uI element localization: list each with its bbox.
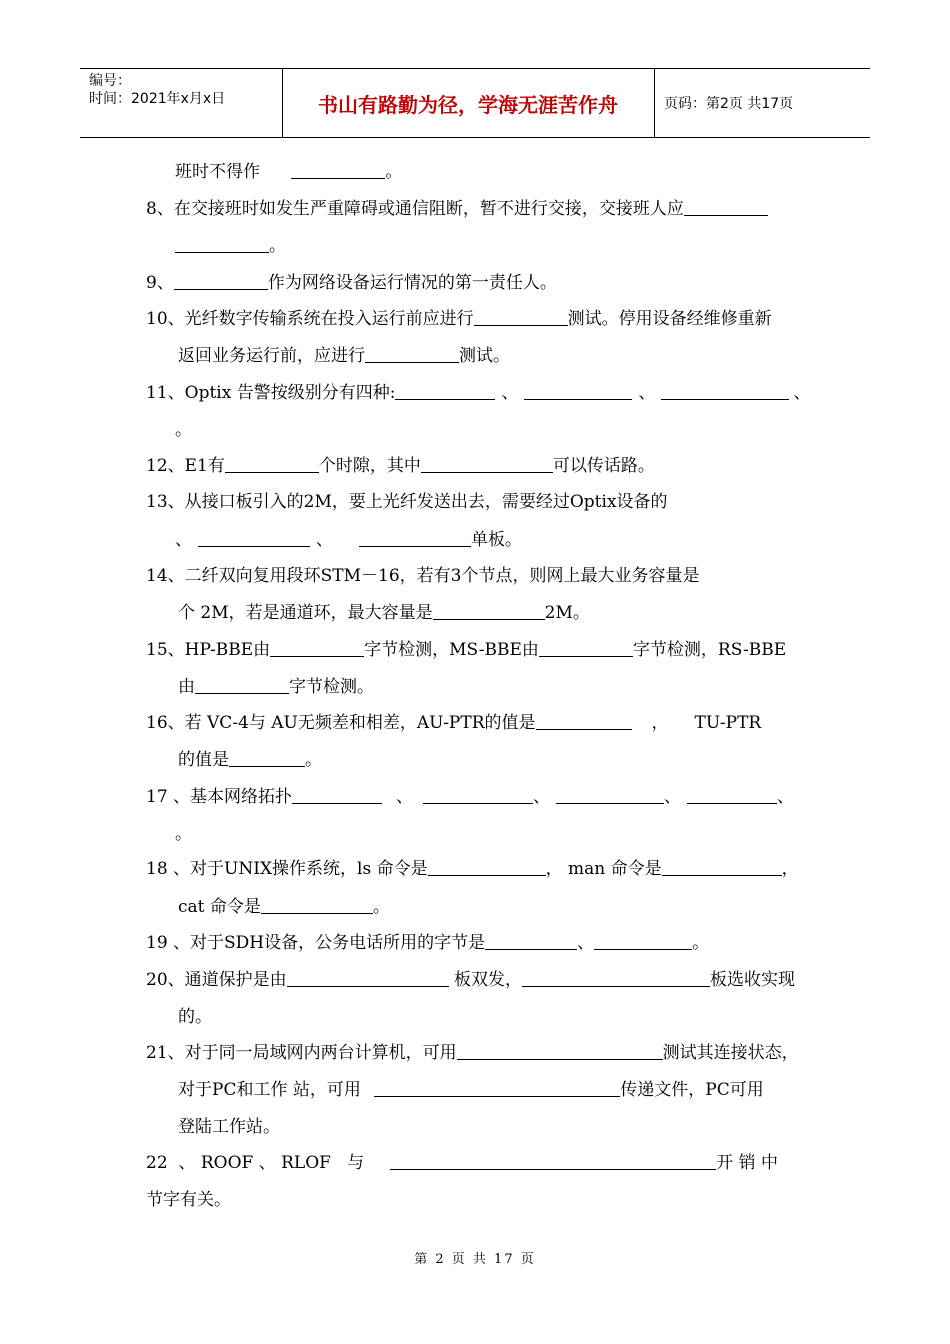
answer-blank[interactable] xyxy=(291,162,385,179)
question-18-line2: cat 命令是 。 xyxy=(178,897,390,917)
question-13: 13、从接口板引入的2M，要上光纤发送出去，需要经过Optix设备的 xyxy=(146,492,668,512)
answer-blank[interactable] xyxy=(662,859,782,876)
answer-blank[interactable] xyxy=(292,787,382,804)
answer-blank[interactable] xyxy=(225,456,319,473)
question-8-line2: 。 xyxy=(175,236,286,256)
answer-blank[interactable] xyxy=(359,530,471,547)
answer-blank[interactable] xyxy=(174,273,268,290)
question-20: 20、通道保护是由 板双发， 板选收实现 xyxy=(146,970,796,990)
answer-blank[interactable] xyxy=(421,456,553,473)
page-footer: 第 2 页 共 17 页 xyxy=(414,1252,536,1267)
question-21: 21、对于同一局域网内两台计算机，可用 测试其连接状态， xyxy=(146,1043,799,1063)
question-10-line2: 返回业务运行前，应进行 测试。 xyxy=(178,346,510,366)
question-22: 22 、 ROOF 、 RLOF 与 开 销 中 xyxy=(146,1153,778,1173)
question-22-line2: 节字有关。 xyxy=(146,1190,231,1210)
answer-blank[interactable] xyxy=(175,236,269,253)
question-17: 17 、基本网络拓扑 、 、 、 、 xyxy=(146,787,795,807)
answer-blank[interactable] xyxy=(428,859,546,876)
answer-blank[interactable] xyxy=(195,677,289,694)
question-11-line2: 。 xyxy=(175,420,192,440)
q7-continuation: 班时不得作 。 xyxy=(175,162,403,182)
answer-blank[interactable] xyxy=(524,383,632,400)
answer-blank[interactable] xyxy=(687,787,777,804)
question-21-line2: 对于PC和工作 站，可用 传递文件，PC可用 xyxy=(178,1080,764,1100)
header-left-cell xyxy=(80,69,283,137)
question-15: 15、HP-BBE由 字节检测，MS-BBE由 字节检测，RS-BBE xyxy=(146,640,787,660)
answer-blank[interactable] xyxy=(395,383,495,400)
answer-blank[interactable] xyxy=(485,933,577,950)
question-16: 16、若 VC-4与 AU无频差和相差，AU-PTR的值是 ， TU-PTR xyxy=(146,713,762,733)
header-motto-cell xyxy=(282,69,655,137)
question-15-line2: 由 字节检测。 xyxy=(178,677,374,697)
answer-blank[interactable] xyxy=(229,750,305,767)
answer-blank[interactable] xyxy=(270,640,364,657)
answer-blank[interactable] xyxy=(287,970,449,987)
question-8: 8、在交接班时如发生严重障碍或通信阻断，暂不进行交接，交接班人应 xyxy=(146,199,768,219)
time-label: 时间：2021年x月x日 xyxy=(89,91,226,107)
answer-blank[interactable] xyxy=(539,640,633,657)
question-17-line2: 。 xyxy=(175,824,192,844)
question-16-line2: 的值是 。 xyxy=(178,750,322,770)
answer-blank[interactable] xyxy=(390,1153,716,1170)
question-21-line3: 登陆工作站。 xyxy=(178,1117,280,1137)
number-label: 编号： xyxy=(89,73,131,89)
answer-blank[interactable] xyxy=(536,713,632,730)
answer-blank[interactable] xyxy=(433,603,545,620)
page-header xyxy=(80,68,870,138)
page-code: 页码：第2页 共17页 xyxy=(664,96,794,112)
answer-blank[interactable] xyxy=(556,787,664,804)
question-11: 11、Optix 告警按级别分有四种: 、 、 、 xyxy=(146,383,811,403)
answer-blank[interactable] xyxy=(661,383,789,400)
question-18: 18 、对于UNIX操作系统，ls 命令是 ， man 命令是 ， xyxy=(146,859,799,879)
question-10: 10、光纤数字传输系统在投入运行前应进行 测试。停用设备经维修重新 xyxy=(146,309,772,329)
question-12: 12、E1有 个时隙，其中 可以传话路。 xyxy=(146,456,655,476)
answer-blank[interactable] xyxy=(474,309,568,326)
question-19: 19 、对于SDH设备，公务电话所用的字节是 、 。 xyxy=(146,933,710,953)
question-13-line2: 、 、 单板。 xyxy=(175,530,522,550)
answer-blank[interactable] xyxy=(365,346,459,363)
answer-blank[interactable] xyxy=(374,1080,620,1097)
answer-blank[interactable] xyxy=(522,970,710,987)
answer-blank[interactable] xyxy=(594,933,692,950)
answer-blank[interactable] xyxy=(684,199,768,216)
question-14: 14、二纤双向复用段环STM－16，若有3个节点，则网上最大业务容量是 xyxy=(146,566,700,586)
answer-blank[interactable] xyxy=(261,897,373,914)
motto-text: 书山有路勤为径，学海无涯苦作舟 xyxy=(318,92,618,117)
answer-blank[interactable] xyxy=(457,1043,663,1060)
answer-blank[interactable] xyxy=(423,787,533,804)
answer-blank[interactable] xyxy=(198,530,310,547)
question-20-line2: 的。 xyxy=(178,1007,212,1027)
question-14-line2: 个 2M，若是通道环，最大容量是 2M。 xyxy=(178,603,590,623)
question-9: 9、 作为网络设备运行情况的第一责任人。 xyxy=(146,273,557,293)
